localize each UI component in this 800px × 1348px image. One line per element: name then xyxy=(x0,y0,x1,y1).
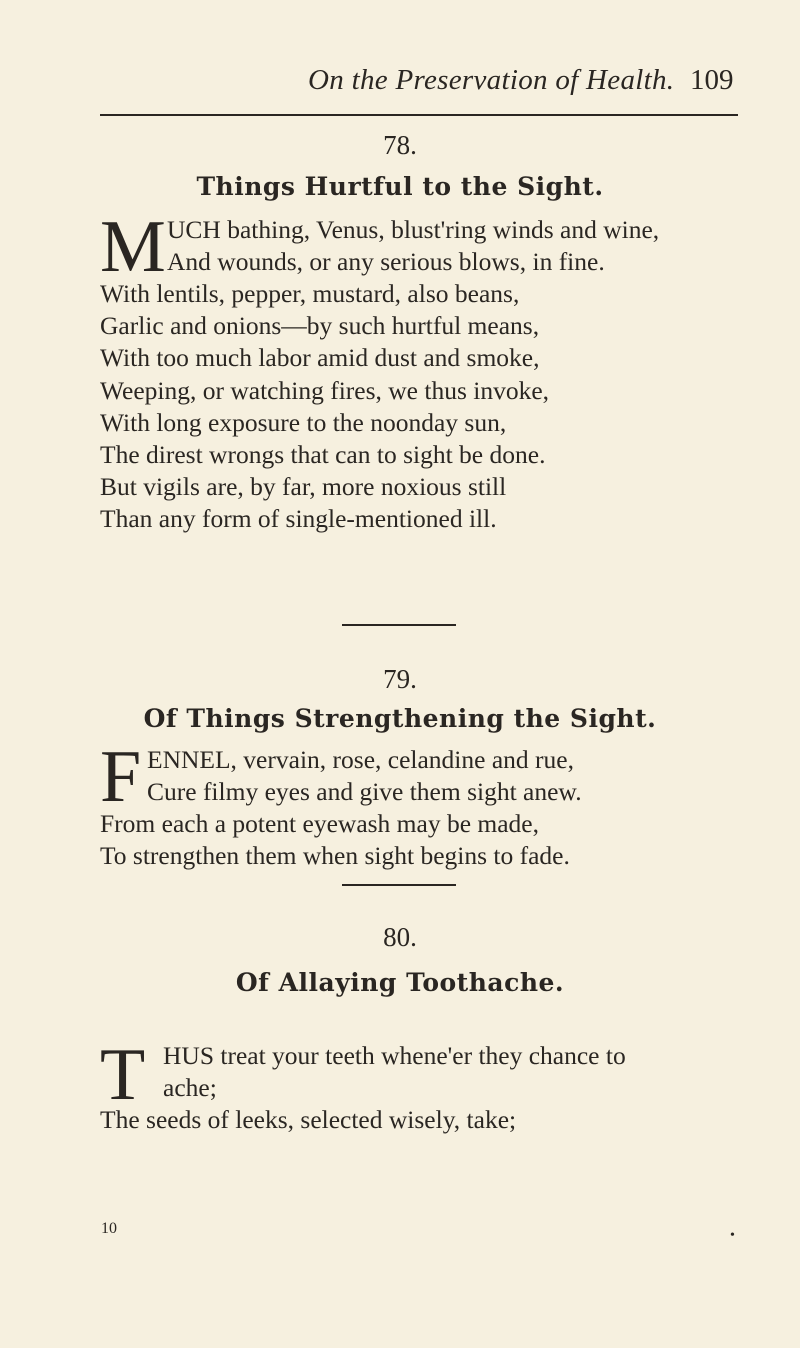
section-78-title: Things Hurtful to the Sight. xyxy=(196,172,604,201)
section-80-verse xyxy=(100,1104,760,1136)
section-80-title: Of Allaying Toothache. xyxy=(235,968,565,997)
section-divider xyxy=(342,884,456,886)
verse-line: UCH bathing, Venus, blust'ring winds and wine, xyxy=(167,215,660,244)
signature-mark: 10 xyxy=(101,1220,117,1237)
section-79-opening-lines xyxy=(147,744,582,808)
running-title: On the Preservation of Health. xyxy=(308,64,675,96)
verse-line: And wounds, or any serious blows, in fine. xyxy=(167,247,605,277)
section-79-number: 79. xyxy=(383,664,417,694)
section-78-opening-lines xyxy=(167,214,659,278)
verse-line: Weeping, or watching fires, we thus invoke, xyxy=(100,375,550,405)
verse-line: From each a potent eyewash may be made, xyxy=(100,809,540,838)
verse-line: With too much labor amid dust and smoke, xyxy=(100,343,540,373)
section-80-number: 80. xyxy=(383,922,417,952)
section-80-opening-lines xyxy=(163,1040,626,1104)
section-79-verse xyxy=(100,808,760,872)
verse-line: ache; xyxy=(163,1073,217,1103)
section-78-verse xyxy=(100,278,760,536)
section-divider xyxy=(342,624,456,626)
verse-line: ENNEL, vervain, rose, celandine and rue, xyxy=(147,745,574,774)
verse-line: The direst wrongs that can to sight be done. xyxy=(100,439,546,469)
verse-line: But vigils are, by far, more noxious still xyxy=(100,472,507,502)
verse-line: With lentils, pepper, mustard, also beans, xyxy=(100,279,520,308)
verse-line: To strengthen them when sight begins to fade. xyxy=(100,841,570,871)
section-79-dropcap: F xyxy=(100,736,142,818)
page-number: 109 xyxy=(690,64,734,96)
verse-line: Cure filmy eyes and give them sight anew. xyxy=(147,777,582,807)
verse-line: Than any form of single-mentioned ill. xyxy=(100,504,497,534)
verse-line: The seeds of leeks, selected wisely, take; xyxy=(100,1105,517,1134)
section-78-number: 78. xyxy=(383,130,417,160)
section-80-dropcap: T xyxy=(100,1034,146,1116)
verse-line: Garlic and onions—by such hurtful means, xyxy=(100,311,540,341)
verse-line: With long exposure to the noonday sun, xyxy=(100,407,507,437)
section-79-title: Of Things Strengthening the Sight. xyxy=(143,704,657,733)
print-speck: • xyxy=(730,1228,735,1243)
verse-line: HUS treat your teeth whene'er they chance to xyxy=(163,1041,626,1070)
running-head xyxy=(100,64,740,104)
header-rule xyxy=(100,114,738,116)
section-78-dropcap: M xyxy=(100,206,166,288)
